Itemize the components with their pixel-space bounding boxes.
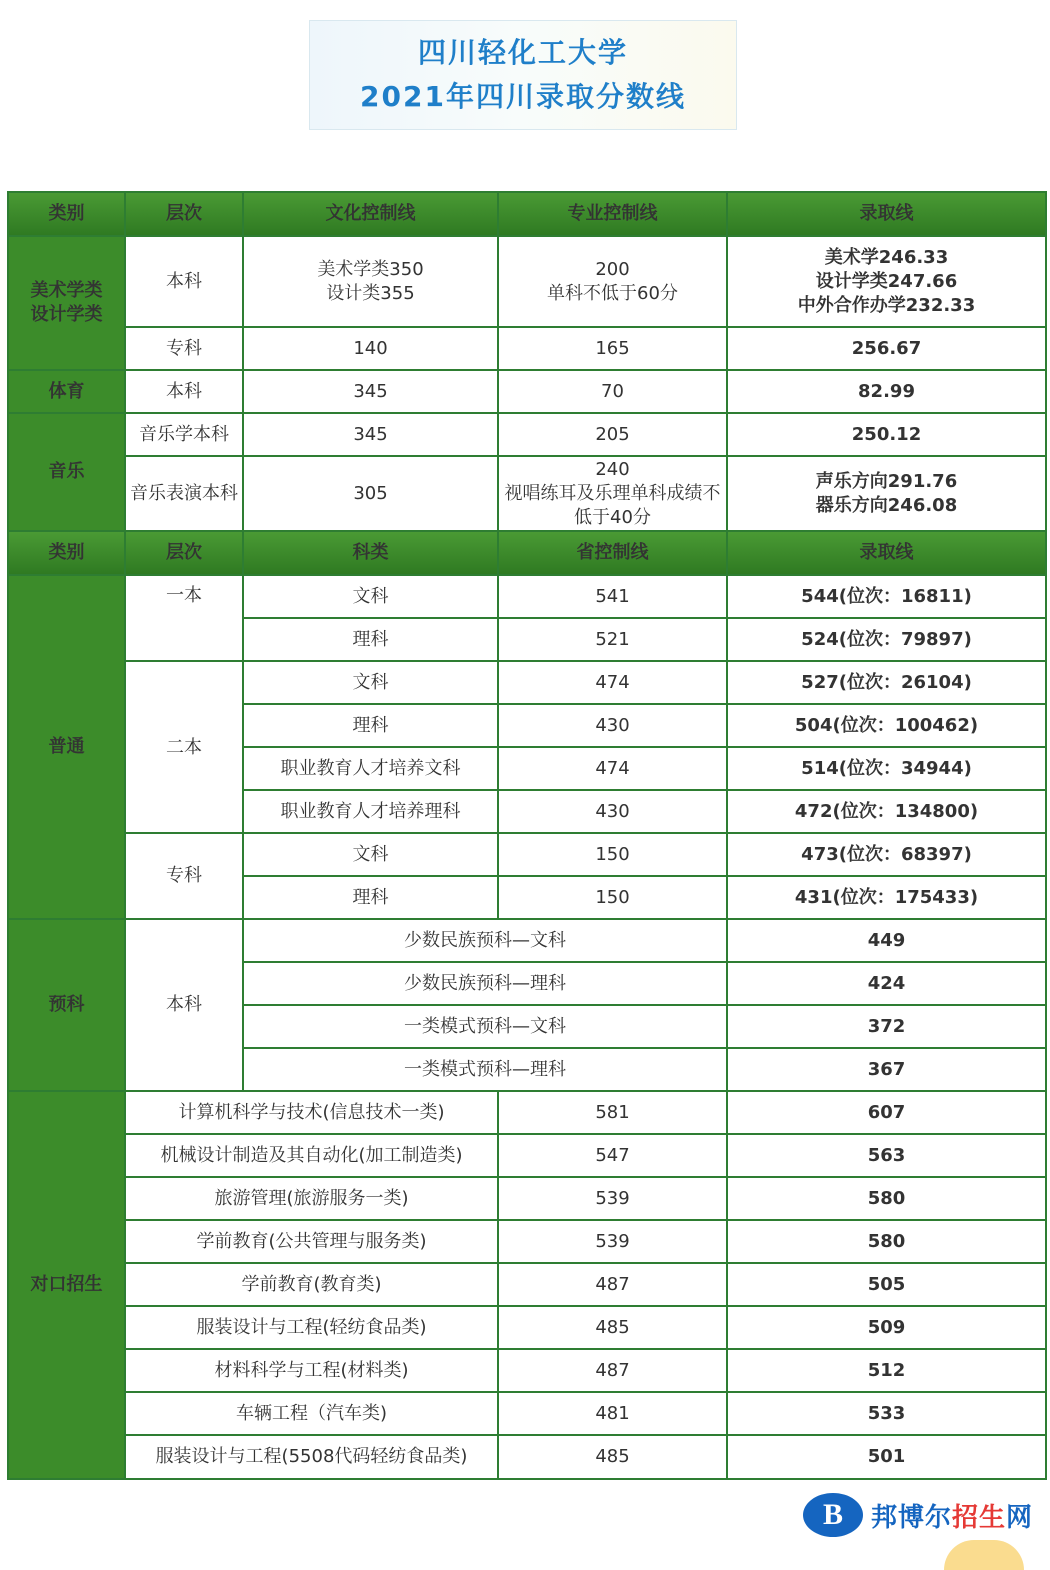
logo-text-accent: 招生 [952, 1502, 1007, 1533]
subject-cell: 理科 [243, 618, 498, 661]
header-category: 类别 [8, 531, 125, 575]
category-general: 普通 [8, 575, 125, 919]
level-cell: 音乐表演本科 [125, 456, 243, 531]
table-row [8, 327, 1046, 370]
score-text: 声乐方向291.76 [815, 470, 958, 492]
category-music: 音乐 [8, 413, 125, 531]
header-major-line: 专业控制线 [498, 192, 727, 236]
category-vocational: 对口招生 [8, 1091, 125, 1479]
subject-cell: 理科 [243, 876, 498, 919]
logo-text [871, 1497, 1033, 1534]
table-row [8, 1091, 1046, 1134]
major-name-cell: 车辆工程（汽车类) [125, 1392, 498, 1435]
score-cell: 544(位次：16811) [727, 575, 1046, 618]
table-header-row [8, 192, 1046, 236]
score-cell: 449 [727, 919, 1046, 962]
major-cell: 165 [498, 327, 727, 370]
major-name-cell: 学前教育(教育类) [125, 1263, 498, 1306]
score-cell: 367 [727, 1048, 1046, 1091]
control-cell: 430 [498, 704, 727, 747]
level-cell: 音乐学本科 [125, 413, 243, 456]
score-cell: 580 [727, 1177, 1046, 1220]
score-cell: 250.12 [727, 413, 1046, 456]
score-cell: 431(位次：175433) [727, 876, 1046, 919]
level-cell: 一本 [125, 575, 243, 661]
table-header-row [8, 531, 1046, 575]
score-cell: 524(位次：79897) [727, 618, 1046, 661]
score-text: 美术学246.33 [824, 246, 949, 268]
culture-text: 设计类355 [326, 282, 415, 304]
header-category: 类别 [8, 192, 125, 236]
header-admission-line: 录取线 [727, 192, 1046, 236]
level-cell: 专科 [125, 327, 243, 370]
subject-cell: 少数民族预科—理科 [243, 962, 727, 1005]
major-name-cell: 计算机科学与技术(信息技术一类) [125, 1091, 498, 1134]
culture-cell: 345 [243, 413, 498, 456]
subject-cell: 理科 [243, 704, 498, 747]
score-cell: 509 [727, 1306, 1046, 1349]
major-name-cell: 机械设计制造及其自动化(加工制造类) [125, 1134, 498, 1177]
level-cell: 二本 [125, 661, 243, 833]
major-name-cell: 服装设计与工程(5508代码轻纺食品类) [125, 1435, 498, 1479]
score-cell: 256.67 [727, 327, 1046, 370]
page-title-box [309, 20, 737, 130]
major-name-cell: 材料科学与工程(材料类) [125, 1349, 498, 1392]
control-cell: 485 [498, 1306, 727, 1349]
culture-cell: 140 [243, 327, 498, 370]
score-text: 中外合作办学232.33 [797, 294, 976, 316]
major-text: 240 [595, 458, 630, 480]
table-row [8, 1263, 1046, 1306]
score-cell: 533 [727, 1392, 1046, 1435]
subject-cell: 一类模式预科—理科 [243, 1048, 727, 1091]
score-cell: 504(位次：100462) [727, 704, 1046, 747]
major-cell [498, 236, 727, 327]
score-text: 设计学类247.66 [815, 270, 958, 292]
score-cell: 527(位次：26104) [727, 661, 1046, 704]
control-cell: 487 [498, 1263, 727, 1306]
major-name-cell: 服装设计与工程(轻纺食品类) [125, 1306, 498, 1349]
major-name-cell: 学前教育(公共管理与服务类) [125, 1220, 498, 1263]
culture-cell [243, 236, 498, 327]
control-cell: 150 [498, 876, 727, 919]
score-cell: 82.99 [727, 370, 1046, 413]
score-cell: 580 [727, 1220, 1046, 1263]
major-text: 视唱练耳及乐理单科成绩不低于40分 [504, 482, 721, 528]
subject-cell: 文科 [243, 833, 498, 876]
score-text: 器乐方向246.08 [815, 494, 958, 516]
score-cell: 563 [727, 1134, 1046, 1177]
logo-text-end: 网 [1006, 1502, 1034, 1533]
score-cell [727, 236, 1046, 327]
score-cell [727, 456, 1046, 531]
level-cell: 专科 [125, 833, 243, 919]
score-cell: 514(位次：34944) [727, 747, 1046, 790]
score-cell: 372 [727, 1005, 1046, 1048]
header-culture-line: 文化控制线 [243, 192, 498, 236]
table-row [8, 1435, 1046, 1479]
major-text: 单科不低于60分 [547, 282, 678, 304]
score-cell: 424 [727, 962, 1046, 1005]
table-row [8, 370, 1046, 413]
score-cell: 473(位次：68397) [727, 833, 1046, 876]
control-cell: 539 [498, 1220, 727, 1263]
table-row [8, 1220, 1046, 1263]
subject-cell: 少数民族预科—文科 [243, 919, 727, 962]
subject-cell: 职业教育人才培养理科 [243, 790, 498, 833]
control-cell: 581 [498, 1091, 727, 1134]
category-pe: 体育 [8, 370, 125, 413]
category-prep: 预科 [8, 919, 125, 1091]
category-art [8, 236, 125, 370]
admission-score-table [7, 191, 1047, 1480]
major-cell: 205 [498, 413, 727, 456]
control-cell: 487 [498, 1349, 727, 1392]
table-row [8, 661, 1046, 704]
subject-cell: 文科 [243, 661, 498, 704]
major-text: 200 [595, 258, 630, 280]
culture-cell: 305 [243, 456, 498, 531]
control-cell: 481 [498, 1392, 727, 1435]
control-cell: 474 [498, 661, 727, 704]
logo-b-icon: B [803, 1493, 863, 1537]
level-cell: 本科 [125, 919, 243, 1091]
category-text: 美术学类 [30, 280, 103, 301]
category-text: 设计学类 [30, 304, 103, 325]
page-title: 四川轻化工大学 [417, 36, 628, 69]
header-level: 层次 [125, 531, 243, 575]
header-admission-line: 录取线 [727, 531, 1046, 575]
control-cell: 485 [498, 1435, 727, 1479]
subject-cell: 职业教育人才培养文科 [243, 747, 498, 790]
table-row [8, 1349, 1046, 1392]
control-cell: 539 [498, 1177, 727, 1220]
table-row [8, 1306, 1046, 1349]
culture-text: 美术学类350 [317, 258, 424, 280]
subject-cell: 文科 [243, 575, 498, 618]
table-row [8, 236, 1046, 327]
page-subtitle: 2021年四川录取分数线 [360, 80, 686, 113]
decorative-shape [944, 1540, 1024, 1570]
control-cell: 521 [498, 618, 727, 661]
header-subject: 科类 [243, 531, 498, 575]
table-row [8, 575, 1046, 618]
score-cell: 472(位次：134800) [727, 790, 1046, 833]
major-name-cell: 旅游管理(旅游服务一类) [125, 1177, 498, 1220]
score-cell: 505 [727, 1263, 1046, 1306]
watermark-logo [803, 1490, 1033, 1540]
control-cell: 541 [498, 575, 727, 618]
header-provincial-line: 省控制线 [498, 531, 727, 575]
score-cell: 607 [727, 1091, 1046, 1134]
control-cell: 547 [498, 1134, 727, 1177]
score-cell: 501 [727, 1435, 1046, 1479]
table-row [8, 413, 1046, 456]
major-cell: 70 [498, 370, 727, 413]
table-row [8, 1392, 1046, 1435]
control-cell: 430 [498, 790, 727, 833]
score-cell: 512 [727, 1349, 1046, 1392]
table-row [8, 1177, 1046, 1220]
table-row [8, 456, 1046, 531]
culture-cell: 345 [243, 370, 498, 413]
table-row [8, 833, 1046, 876]
subject-cell: 一类模式预科—文科 [243, 1005, 727, 1048]
control-cell: 150 [498, 833, 727, 876]
table-row [8, 1134, 1046, 1177]
level-cell: 本科 [125, 236, 243, 327]
major-cell [498, 456, 727, 531]
header-level: 层次 [125, 192, 243, 236]
level-cell: 本科 [125, 370, 243, 413]
table-row [8, 919, 1046, 962]
control-cell: 474 [498, 747, 727, 790]
logo-text-main: 邦博尔 [871, 1502, 953, 1533]
